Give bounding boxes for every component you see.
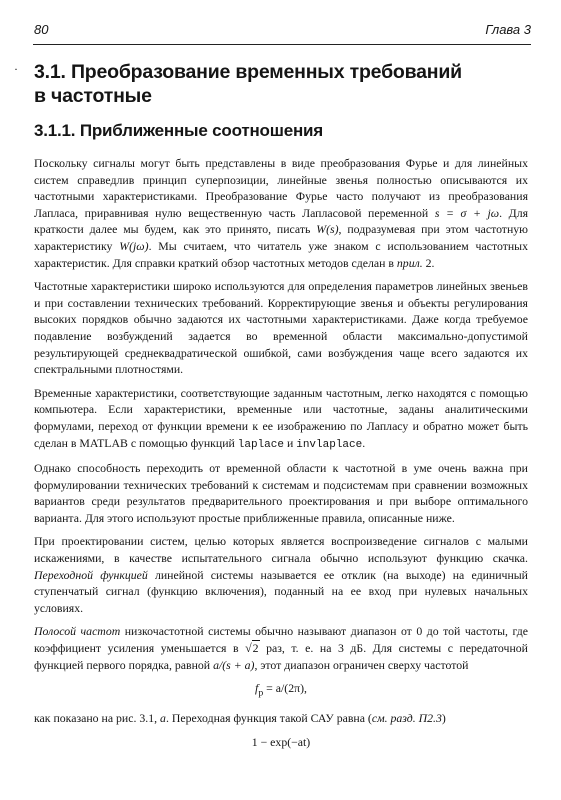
section-reference: см. разд. П2.3 — [371, 711, 442, 726]
stray-mark: · — [14, 62, 18, 76]
section-title-line1: 3.1. Преобразование временных требований — [34, 61, 462, 83]
paragraph: При проектировании систем, целью которых является воспроизведение сигналов с малыми искажениями, в качестве испытательного сигнала обычно используют функцию скачка. Переходной функцией линейной системы называется ее отклик (на выходе) на единичный ступенчатый сигнал (функцию включения), поданный на ее вход при нулевых начальных условиях. — [34, 534, 528, 615]
code-laplace: laplace — [237, 438, 284, 451]
header-rule — [33, 44, 531, 45]
chapter-label: Глава 3 — [485, 22, 531, 37]
appendix-reference: прил. — [396, 255, 423, 270]
paragraph: Частотные характеристики широко используются для определения параметров линейных звеньев и при составлении технических требований. Корректирующие звенья и объекты регулирования высоких порядков обычно задаются их частотными характеристиками. Даже когда требуемое подавление возбуждений задается во временной области максимально-допустимой результирующей среднеквадратической ошибкой, сами возбуждения чаще всего задаются их спектральными плотностями. — [34, 279, 528, 377]
term-step-response: Переходной функцией — [34, 567, 148, 582]
formula-transfer-function: a/(s + a) — [213, 657, 255, 672]
paragraph: как показано на рис. 3.1, а. Переходная функция такой САУ равна (см. разд. П2.3) — [34, 711, 446, 726]
formula-w-jw: W(jω) — [119, 238, 149, 253]
formula-w-s: W(s) — [316, 222, 339, 237]
paragraph: Однако способность переходить от временной области к частотной в уме очень важна при формулировании технических требований к системам и подсистемам при сравнении возможных вариантов среди результатов предварительного проектирования и при выборе оптимального варианта. Для этого используют простые приближенные правила, описанные ниже. — [34, 461, 528, 525]
paragraph: Полосой частот низкочастотной системы обычно называют диапазон от 0 до той частоты, где коэффициент усиления уменьшается в √2 раз, т. е. на 3 дБ. Для системы с передаточной функцией первого порядка, равной a/(s + a), этот диапазон ограничен сверху частотой — [34, 624, 528, 672]
section-title — [34, 60, 534, 108]
formula-cutoff-frequency: $f_р = a/(2\pi)$, — [255, 681, 307, 699]
sqrt-symbol: √2 — [245, 641, 259, 656]
formula-step-response: 1 − exp(−at) — [251, 734, 311, 749]
term-bandwidth: Полосой частот — [34, 624, 121, 639]
paragraph: Поскольку сигналы могут быть представлены в виде преобразования Фурье и для линейных систем справедлив принцип суперпозиции, линейные звенья полностью описываются их частотными характеристиками. Преобразование Фурье часто получают из преобразования Лапласа, приравнивая нулю вещественную часть Лапласовой переменной s = σ + jω. Для краткости далее мы будем, как это принято, писать W(s), подразумевая при этом частотную характеристику W(jω). Мы считаем, что читатель уже знаком с использованием частотных характеристик. Для справки краткий обзор частотных методов сделан в прил. 2. — [34, 156, 529, 270]
page-number: 80 — [34, 22, 49, 37]
body-text — [34, 155, 528, 758]
figure-part: а — [160, 711, 166, 726]
section-title-line2: в частотные — [34, 85, 152, 107]
code-invlaplace: invlaplace — [296, 438, 363, 451]
paragraph: Временные характеристики, соответствующие заданным частотным, легко находятся с помощью компьютера. Если характеристики, временные или частотные, заданы аналитическими формулами, переход от функции времени к ее изображению по Лапласу и обратно может быть сделан в MATLAB с помощью функций laplace и invlaplace. — [34, 385, 528, 451]
formula-laplace-variable: s = σ + jω — [434, 205, 500, 220]
subsection-title: 3.1.1. Приближенные соотношения — [34, 121, 323, 140]
